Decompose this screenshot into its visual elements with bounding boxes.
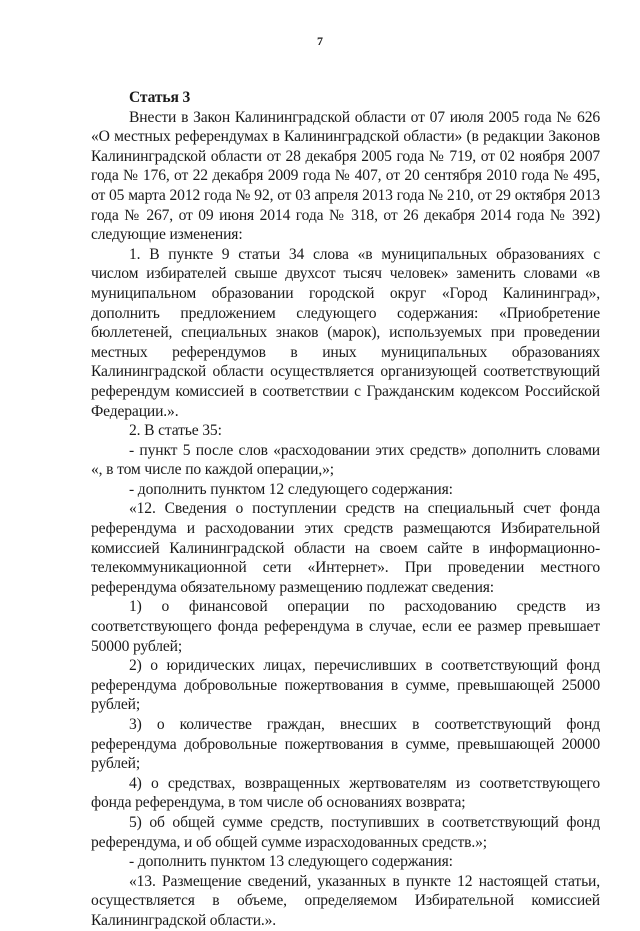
paragraph-item-2: 2. В статье 35: xyxy=(129,422,222,440)
list-item-2: 2) о юридических лицах, перечисливших в соответствующий фонд референдума добровольные пожертвования в сумме, превышающей 25000 рублей; xyxy=(91,657,600,714)
paragraph-point-5: - пункт 5 после слов «расходовании этих средств» дополнить словами «, в том числе по каждой операции,»; xyxy=(91,441,600,479)
list-item-5: 5) об общей сумме средств, поступивших в соответствующий фонд референдума, и об общей сумме израсходованных средств.»; xyxy=(91,813,600,851)
document-body xyxy=(91,80,600,931)
paragraph-point-12-text: «12. Сведения о поступлении средств на специальный счет фонда референдума и расходовании этих средств размещаются Избирательной комиссией Калининградской области на своем сайте в информационно-телекоммуникационной сети «Интернет». При проведении местного референдума обязательному размещению подлежат сведения: xyxy=(91,500,600,596)
list-item-1: 1) о финансовой операции по расходованию средств из соответствующего фонда референдума в случае, если ее размер превышает 50000 рублей; xyxy=(91,598,600,655)
paragraph-point-13-text: «13. Размещение сведений, указанных в пункте 12 настоящей статьи, осуществляется в объеме, определяемом Избирательной комиссией Калининградской области.». xyxy=(91,872,600,929)
list-item-3: 3) о количестве граждан, внесших в соответствующий фонд референдума добровольные пожертвования в сумме, превышающей 20000 рублей; xyxy=(91,716,600,773)
paragraph-item-1: 1. В пункте 9 статьи 34 слова «в муниципальных образованиях с числом избирателей свыше двухсот тысяч человек» заменить словами «в муниципальном образовании городской округ «Город Калининград», дополнить предложением следующего содержания: «Приобретение бюллетеней, специальных знаков (марок), используемых при проведении местных референдумов в иных муниципальных образованиях Калининградской области осуществляется организующей соответствующий референдум комиссией в соответствии с Гражданским кодексом Российской Федерации.». xyxy=(91,245,600,420)
article-title: Статья 3 xyxy=(129,89,191,106)
paragraph-intro: Внести в Закон Калининградской области от 07 июля 2005 года № 626 «О местных референдумах в Калининградской области» (в редакции Законов Калининградской области от 28 декабря 2005 года № 719, от 02 ноября 2007 года № 176, от 22 декабря 2009 года № 407, от 20 сентября 2010 года № 495, от 05 марта 2012 года № 92, от 03 апреля 2013 года № 210, от 29 октября 2013 года № 267, от 09 июня 2014 года № 318, от 26 декабря 2014 года № 392) следующие изменения: xyxy=(91,108,600,244)
paragraph-add-point-13: - дополнить пунктом 13 следующего содержания: xyxy=(129,853,453,871)
list-item-4: 4) о средствах, возвращенных жертвователям из соответствующего фонда референдума, в том числе об основаниях возврата; xyxy=(91,774,600,812)
page-number: 7 xyxy=(317,34,323,48)
paragraph-add-point-12: - дополнить пунктом 12 следующего содержания: xyxy=(129,480,453,498)
